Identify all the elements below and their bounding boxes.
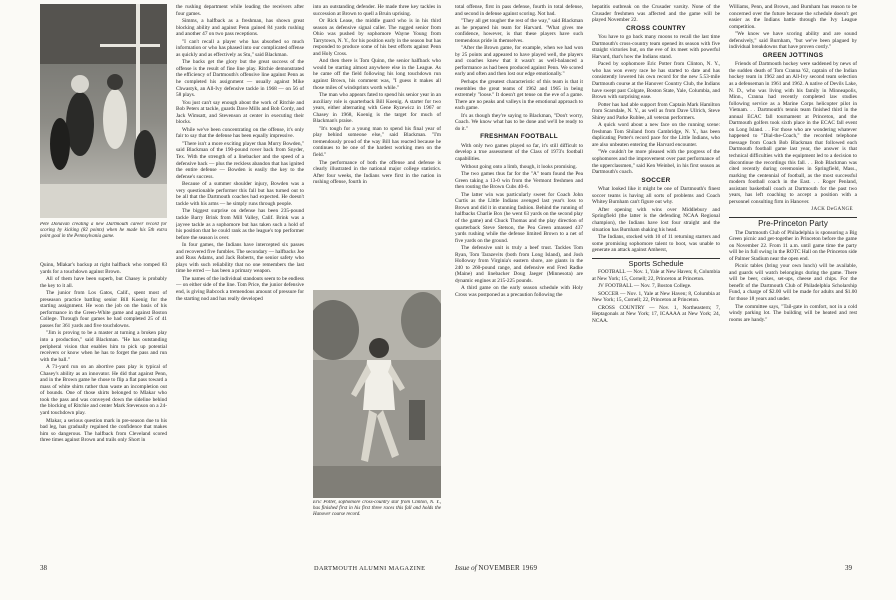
paragraph: "After the Brown game, for example, when we had won by 25 points and appeared to have played well, the players and coaches knew that it wasn't as well-balanced a performance as had been produced against Penn. We scored early and often and then lost our edge emotionally.": [455, 45, 583, 78]
left-column-2: [176, 4, 304, 559]
paragraph: hepatitis outbreak on the Crusader varsity. None of the Crusader freshmen was affected and the game will be played November 22.: [592, 4, 720, 24]
paragraph: "We couldn't be more pleased with the progress of the sophomores and the improvement over past performance of the upperclassmen," said Ken Weinbel, in his first season as Dartmouth's coach.: [592, 149, 720, 176]
paragraph: Perhaps the greatest characteristic of this team is that it resembles the great teams of 1962 and 1965 in being extremely "loose." It doesn't get tense on the eve of a game. There are no peaks and valleys in the emotional approach to each game.: [455, 79, 583, 112]
section-heading-soccer: SOCCER: [641, 176, 671, 184]
runner-photo: [313, 290, 441, 498]
left-page-number: 38: [40, 564, 47, 572]
paragraph: With only two games played so far, it's still difficult to develop a true assessment of the Class of 1973's football capabilities.: [455, 142, 583, 163]
left-column-3: [313, 4, 441, 286]
paragraph: While we've been concentrating on the offense, it's only fair to say that the defense has been equally impressive.: [176, 126, 304, 140]
paragraph: "They all get tougher the rest of the way," said Blackman as he prepared his team for Harvard. "What gives me confidence, however, is that these players have such tremendous pride in themselves.: [455, 18, 583, 44]
issue-month: NOVEMBER 1969: [478, 564, 538, 572]
paragraph: You just can't say enough about the work of Ritchie and Bob Peters at tackle, guards Dave Mills and Bob Cordy, and Jack Wimsatt, and Stevenson at center in executing their blocks.: [176, 99, 304, 126]
issue-line: [455, 564, 537, 572]
paragraph: Because of a summer shoulder injury, Bowden was a very questionable performer this fall but has turned out to be all that the Dartmouth coaches had expected. He doesn't tackle with his arms — he simply runs through people.: [176, 181, 304, 207]
paragraph: Picnic tables (bring your own lunch) will be available, and guards will watch belongings during the game. There will be beer, cokes, set-ups, cheese and chips. For the benefit of the Dartmouth Club of Philadelphia Scholarship Fund, a charge of $2.00 will be made for adults and $1.00 for those 18 years and under.: [729, 263, 857, 302]
football-photo: [40, 4, 167, 218]
paragraph: "We know we have scoring ability and are sound defensively," said Burnham, "but we've been plagued by individual breakdowns that have proven costly.": [729, 31, 857, 51]
paragraph: Quinn, Mlakar's backup at right halfback who romped 83 yards for a touchdown against Brown.: [40, 262, 167, 275]
paragraph: Mlakar, a serious question mark in pre-season due to his bad leg, has gradually regained the confidence that makes him so dangerous. The halfback from Cleveland scored three times against Brown and trails only Short in: [40, 417, 167, 444]
paragraph: The names of the individual standouts seem to be endless — on either side of the line. Tom Price, the junior defensive end, is giving Babcock a tremendous amount of pressure for the starting nod and has really developed: [176, 275, 304, 302]
paragraph: The defensive unit is truly a beef trust. Tackles Tom Ryan, Tom Tarazevits (both from Long Island), and Josh Holloway from Virginia's eastern shore, are giants in the 240 to 260-pound range, and defensive end Fred Radke (Maine) and linebacker Doug Jaeger (Minnesota) are dynamic engines at 215-225 pounds.: [455, 245, 583, 284]
paragraph: All of them have been superb, but Chasey is probably the key to it all.: [40, 276, 167, 289]
paragraph: Paced by sophomore Eric Potter from Clinton, N. Y., who has won every race he has started to date and has consistently lowered his own record for the new 5.53-mile Dartmouth course at the Hanover Country Club, the Indians have swept past Colgate, Boston State, Yale, Columbia, and Brown with surprising ease.: [592, 61, 720, 101]
schedule-item: JV FOOTBALL — Nov. 7, Boston College.: [598, 283, 692, 290]
paragraph: "I can't recall a player who has absorbed so much information or who has phased into our complicated offense as quickly and as effectively as Stu," said Blackman.: [176, 38, 304, 58]
paragraph: "It's tough for a young man to spend his final year of play behind someone else," said Blackman. "I'm tremendously proud of the way Bill has reacted because he continues to be one of the hardest working men on the field.": [313, 125, 441, 159]
paragraph: into an outstanding defender. He made three key tackles in succession at Brown to quell a Bruin uprising.: [313, 4, 441, 17]
paragraph: Without going onto a limb, though, it looks promising.: [461, 163, 577, 170]
paragraph: A third game on the early season schedule with Holy Cross was postponed as a precaution following the: [455, 285, 583, 298]
paragraph: The Indians, stocked with 10 of 11 returning starters and some promising sophomore talent to boot, was unable to generate an attack against Amherst,: [592, 234, 720, 254]
right-page-number: 39: [845, 564, 852, 572]
paragraph: In four games, the Indians have intercepted six passes and recovered five fumbles. The secondary — halfbacks Joe and Russ Adams, and Jack Roberts, the senior safety who plays with such reliability that no one remembers the last time he erred — has been a primary weapon.: [176, 242, 304, 275]
paragraph: Williams, Penn, and Brown, and Burnham has reason to be concerned over the future because the schedule doesn't get easier as the Indians battle through the Ivy League competition.: [729, 4, 857, 30]
right-column-1: [455, 4, 583, 559]
paragraph: Or Rick Lease, the middle guard who is in his third season as defensive signal caller. The rugged senior from Ohio was pushed by sophomore Wayne Young from Tarrytown, N. Y., for his position early in the season but has responded to produce some of his best efforts against Penn and Holy Cross.: [313, 18, 441, 57]
paragraph: "There isn't a more exciting player than Murry Bowden," said Blackman of the 190-pound rover back from Snyder, Tex. With the strength of a linebacker and the speed of a defensive back — plus the reckless abandon that has ignited the entire defense — Bowden is easily the key to the defense's success.: [176, 140, 304, 180]
paragraph: After opening with wins over Middlebury and Springfield (the latter is the defending NCAA Regional champion), the Indians have lost four straight and the situation has Burnham shaking his head.: [592, 206, 720, 233]
section-heading-freshman-football: FRESHMAN FOOTBALL: [480, 133, 558, 141]
paragraph: The backs get the glory but the great success of the offense is the result of fine line play. Ritchie demonstrated the efficiency of Dartmouth's offensive line against Penn as he completed his assignment — usually against Mike Chwastyk, an All-Ivy defensive tackle in 1968 — on 56 of 58 plays.: [176, 59, 304, 99]
schedule-item: CROSS COUNTRY — Nov. 1, Northeastern; 7, Heptagonals at New York; 17, ICAAAA at New York; 24, NCAA.: [592, 304, 720, 324]
paragraph: The man who appears fated to spend his senior year in an auxiliary role is quarterback Bill Koenig. A starter for two years, either alternating with Gene Ryzewicz in 1967 or Chasey in 1968, Koenig is the target for much of Blackman's praise.: [313, 92, 441, 125]
section-heading-cross-country: CROSS COUNTRY: [626, 24, 686, 32]
paragraph: "Jim is proving to be a master at turning a broken play into a production," said Blackman. "He has outstanding peripheral vision that enables him to pick up potential receivers or know when he has to forget the pass and run with the ball.": [40, 330, 167, 363]
schedule-item: FOOTBALL — Nov. 1, Yale at New Haven; 8, Columbia at New York; 15, Cornell; 22, Princeton at Princeton.: [592, 269, 720, 282]
paragraph: What looked like it might be one of Dartmouth's finest soccer teams is having all sorts of problems and Coach Whitey Burnham can't figure out why.: [592, 186, 720, 206]
football-photo-caption: Pete Donavan creating a new Dartmouth career record for scoring by kicking (82 points) when he made his 5th extra point goal in the Pennsylvania game.: [40, 222, 167, 239]
runner-photo-caption: Eric Potter, sophomore cross-country star from Clinton, N. Y., has finished first in his first three races this fall and holds the Hanover course record.: [313, 500, 441, 517]
paragraph: The two games thus far for the "A" team found the Pea Green taking a 13-0 win from the Vermont freshmen and then routing the Brown Cubs 40-6.: [455, 171, 583, 191]
paragraph: Potter has had able support from Captain Mark Hamilton from Scarsdale, N. Y., as well as from Dave Ullrich, Steve Shirey and Parke Rublee, all veteran performers.: [592, 101, 720, 121]
pre-princeton-party-title: Pre-Princeton Party: [758, 218, 828, 228]
paragraph: Friends of Dartmouth hockey were saddened by news of the sudden death of Tom Cranna '62, captain of the Indian hockey team in 1962 and an All-Ivy second team selection as a defenseman in 1961 and 1962. A native of Devils Lake, N. D., who was living with his family in Minneapolis, Minn., Cranna had recently completed law studies following service as a Marine Corps helicopter pilot in Vietnam. . . Dartmouth's tennis team finished third in the annual ECAC fall tournament at Princeton, and the Dartmouth golfers took sixth place in the ECAC fall event on Long Island. . . For those who are wondering whatever happened to "Dial-the-Coach," the recorded telephone message from Coach Bob Blackman that followed each Dartmouth football game last year, the answer is that technical difficulties with the equipment led to a decision to discontinue the recordings this fall. . . Bob Blackman was cited recently during ceremonies in Springfield, Mass., marking the centennial of football, as the most successful modern football coach in the East. . . Roger Penland, assistant basketball coach at Dartmouth for the past two years, has left coaching to accept a position with a personnel consulting firm in Hanover.: [729, 61, 857, 205]
paragraph: Simms, a halfback as a freshman, has shown great blocking ability and against Penn gained 84 yards rushing and another 47 on two pass receptions.: [176, 18, 304, 38]
sports-schedule-title: Sports Schedule: [628, 258, 684, 268]
magazine-name: DARTMOUTH ALUMNI MAGAZINE: [314, 565, 426, 572]
paragraph: It's as though they're saying to Blackman, "Don't worry, Coach. We know what has to be done and we'll be ready to do it.": [455, 112, 583, 132]
paragraph: total offense, first in pass defense, fourth in total defense, and second in defense against scoring. Not bad.: [455, 4, 583, 17]
left-column-1: [40, 262, 167, 559]
paragraph: The latter win was particularly sweet for Coach John Curtis as the Little Indians avenged last year's loss to Brown and did it in stunning fashion. Behind the running of halfbacks Charlie Box (he went 63 yards on the second play of the game) and Chuck Thomas and the play direction of quarterback Steve Stetson, the Pea Green amassed 437 yards rushing while the defense limited Brown to a net of five yards on the ground.: [455, 191, 583, 244]
author-signature: JACK DeGANGE: [811, 207, 853, 213]
paragraph: the rushing department while leading the receivers after four games.: [176, 4, 304, 17]
paragraph: The junior from Los Gatos, Calif., spent most of preseason practice battling senior Bill Koenig for the starting assignment. He won the job on the basis of his performance in the Green-White game and against Boston College. Through four games he had completed 25 of 41 passes for 361 yards and five touchdowns.: [40, 290, 167, 329]
schedule-item: SOCCER — Nov. 1, Yale at New Haven; 8, Columbia at New York; 15, Cornell; 22, Princeton at Princeton.: [592, 290, 720, 304]
paragraph: The biggest surprise on defense has been 235-pound tackle Barry Brink from Mill Valley, Calif. Brink was a jayvee tackle as a sophomore but has taken such a hold of his position that he could rank as the league's top performer before the season is over.: [176, 208, 304, 241]
paragraph: A quick word about a new face on the running scene: freshman Tom Shiland from Cambridge, N. Y., has been duplicating Potter's record pace for the Little Indians, who are also unbeaten entering the Harvard encounter.: [592, 122, 720, 148]
paragraph: The Dartmouth Club of Philadelphia is sponsoring a Big Green picnic and get-together in Princeton before the game on November 22. From 11 a.m. until game time the party will be in full swing in the ROTC Hall on the Princeton side of Palmer Stadium near the open end.: [729, 229, 857, 262]
section-heading-green-jottings: GREEN JOTTINGS: [762, 51, 824, 59]
right-column-3: [729, 4, 857, 559]
paragraph: The committee says, "Tail-gate in comfort, not in a cold windy parking lot. The building will be heated and rest rooms are handy.": [729, 303, 857, 323]
right-column-2: [592, 4, 720, 559]
paragraph: You have to go back many moons to recall the last time Dartmouth's cross-country team opened its season with five straight victories but, on the eve of its meet with powerful Harvard, that's how the Indians stand.: [592, 34, 720, 60]
paragraph: A 71-yard run on an abortive pass play is typical of Chasey's ability as an innovator. He did that against Penn, and in the Brown game he chose to flip a flat pass toward a mass of white shirts rather than waste an incompletion out of bounds. One of those shirts belonged to Mlakar who took the pass and was conveyed down the sideline behind the blocking of Ritchie and center Mark Stevenson on a 24-yard touchdown play.: [40, 364, 167, 417]
issue-label: Issue of: [455, 564, 477, 572]
paragraph: The performance of both the offense and defense is clearly illustrated in the national major college statistics. After four weeks, the Indians were first in the nation in rushing offense, fourth in: [313, 159, 441, 186]
paragraph: And then there is Tom Quinn, the senior halfback who would be starting almost anywhere else in the League. As he came off the field following his long touchdown run against Brown, his comment was, "I guess it makes all those miles of windsprints worth while.": [313, 58, 441, 91]
